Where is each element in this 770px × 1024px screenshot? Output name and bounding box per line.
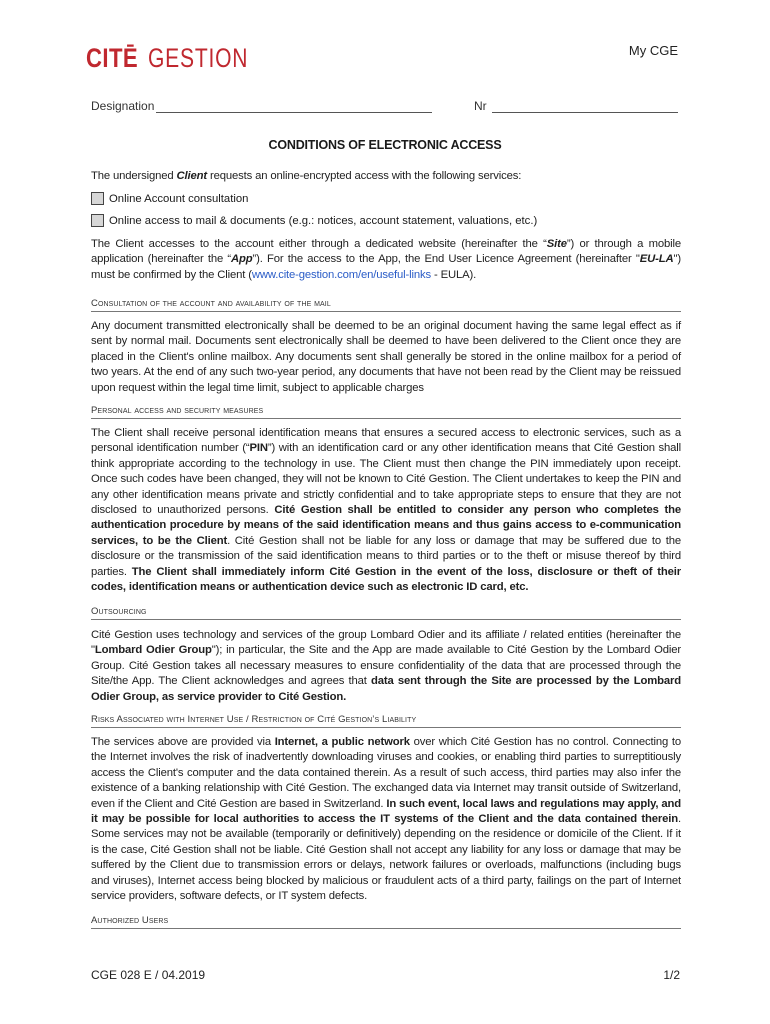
section-heading-authorized-users: Authorized Users: [91, 915, 681, 929]
section-text-outsourcing: Cité Gestion uses technology and services of the group Lombard Odier and its affiliate / related entities (hereinafter the "Lombard Odier Group"); in particular, the Site and the App are made available to Cité Gestion by the Lombard Odier Group. Cité Gestion takes all necessary measures to ensure confidentiality of the data that are processed through the Site/the App. The Client acknowledges and agrees that data sent through the Site are processed by the Lombard Odier Group, as service provider to Cité Gestion.: [91, 629, 681, 703]
option-online-account-label: Online Account consultation: [109, 192, 249, 205]
footer-document-code: CGE 028 E / 04.2019: [91, 968, 206, 982]
section-text-risks: The services above are provided via Internet, a public network over which Cité Gestion has no control. Connecting to the Internet involves the risk of inadvertently downloading viruses and cookies, or enabling third parties to surreptitiously access the Client's computer and the data contained therein. As a result of such access, third parties may also infer the existence of a banking relationship with Cité Gestion. The exchanged data via Internet may transit outside of Switzerland, even if the Client and Cité Gestion are based in Switzerland. In such event, local laws and regulations may apply, and it may be possible for local authorities to access the IT systems of the Client and the data contained therein. Some services may not be available (temporarily or definitively) depending on the residence or domicile of the Client. If it is the case, Cité Gestion shall not be liable. Cité Gestion shall not accept any liability for any loss or damage that may be suffered by the Client due to transmission errors or delays, network failures or overloads, malfunctions (including bugs and viruses), Internet access being blocked by malicious or fraudulent acts of a third party, failings on the part of Internet service providers, software defects, or IT system defects.: [91, 736, 681, 903]
eula-link[interactable]: www.cite-gestion.com/en/useful-links: [251, 268, 432, 281]
cite-gestion-logo: [86, 40, 277, 76]
option-mail-documents[interactable]: [91, 214, 537, 227]
checkbox-online-account[interactable]: [91, 192, 104, 205]
nr-line[interactable]: [492, 100, 678, 113]
intro-text: The undersigned Client requests an online-encrypted access with the following services:: [91, 170, 522, 182]
logo-cite-text: CITĒ: [86, 42, 139, 73]
designation-field[interactable]: [91, 99, 432, 113]
logo-gestion-text: GESTION: [148, 42, 249, 73]
section-heading-security: Personal access and security measures: [91, 405, 681, 419]
nr-label: Nr: [474, 99, 487, 113]
section-text-consultation: Any document transmitted electronically shall be deemed to be an original document having the same legal effect as if sent by normal mail. Documents sent electronically shall be deemed to have been delivered to the Client once they are placed in the Client's online mailbox. Any documents sent shall generally be stored in the online mailbox for a period of two years. At the end of any such two-year period, any documents that have not been read by the Client may be reissued upon request within the legal time limit, subject to applicable charges: [91, 320, 681, 394]
designation-line[interactable]: [156, 100, 432, 113]
client-term: Client: [176, 170, 208, 182]
option-mail-documents-label: Online access to mail & documents (e.g.: notices, account statement, valuations, etc.): [109, 214, 538, 227]
my-cge-label: My CGE: [628, 43, 678, 58]
section-heading-consultation: Consultation of the account and availability of the mail: [91, 298, 681, 312]
access-paragraph: The Client accesses to the account either through a dedicated website (hereinafter the “Site”) or through a mobile application (hereinafter the “App”). For the access to the App, the End User Licence Agreement (hereinafter "EU-LA") must be confirmed by the Client (www.cite-gestion.com/en/useful-links - EULA).: [91, 238, 681, 281]
section-heading-risks: Risks Associated with Internet Use / Restriction of Cité Gestion’s Liability: [91, 714, 681, 728]
designation-label: Designation: [91, 99, 155, 113]
section-text-security: The Client shall receive personal identification means that ensures a secured access to electronic services, such as a personal identification number (“PIN”) with an identification card or any other identification means that Cité Gestion shall think appropriate according to the technology in use. The Client must then change the PIN immediately upon receipt. Once such codes have been changed, they will not be known to Cité Gestion. The Client undertakes to keep the PIN and any other identification means private and strictly confidential and to take appropriate steps to ensure that they are not disclosed to unauthorized persons. Cité Gestion shall be entitled to consider any person who completes the authentication procedure by means of the said identification means and thus gains access to e-communication services, to be the Client. Cité Gestion shall not be liable for any loss or damage that may be suffered due to the disclosure or the transmission of the said identification means to third parties or to the theft or misuse thereof by third parties. The Client shall immediately inform Cité Gestion in the event of the loss, disclosure or theft of their codes, identification means or authentication device such as electronic ID card, etc.: [91, 427, 681, 594]
option-online-account[interactable]: [91, 192, 248, 205]
footer-page-number: 1/2: [663, 968, 680, 982]
page-title: CONDITIONS OF ELECTRONIC ACCESS: [268, 138, 502, 152]
section-heading-outsourcing: Outsourcing: [91, 606, 681, 620]
nr-field[interactable]: [474, 99, 678, 113]
checkbox-mail-documents[interactable]: [91, 214, 104, 227]
